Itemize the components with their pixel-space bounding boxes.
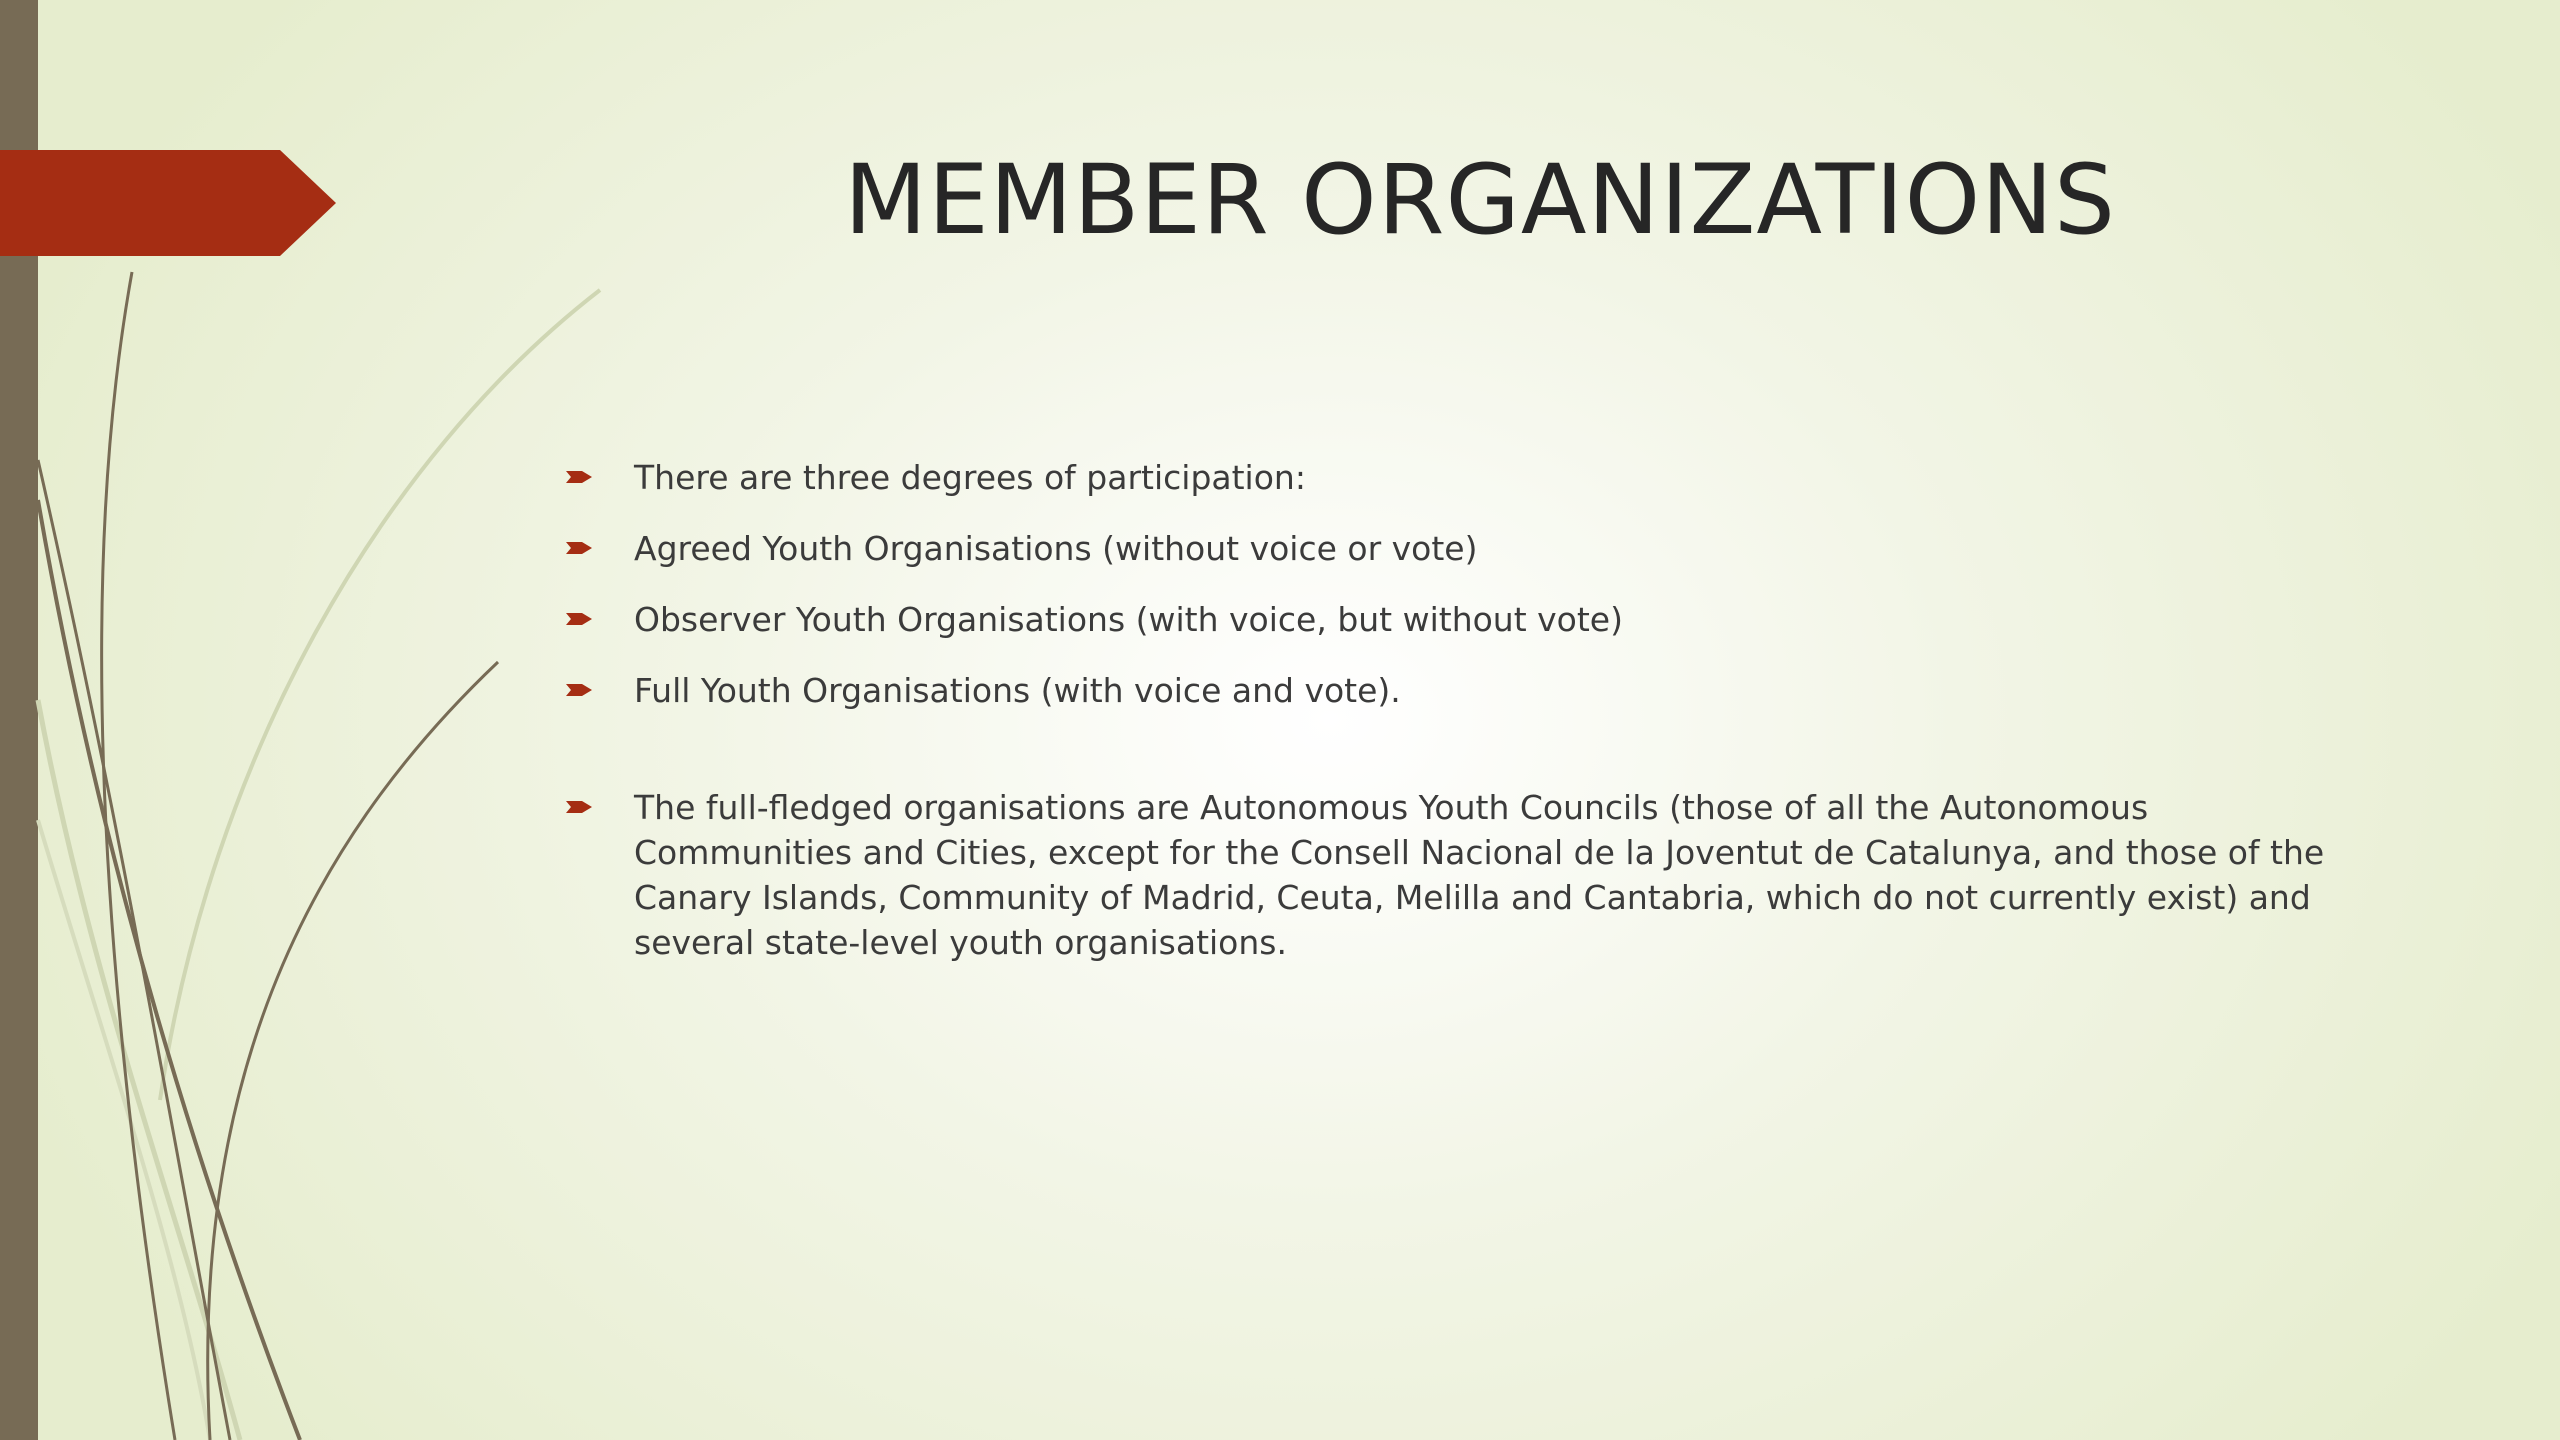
- bullet-text: Full Youth Organisations (with voice and vote).: [634, 671, 1401, 710]
- arrow-bullet-icon: [566, 799, 592, 815]
- title-accent-tab: [0, 150, 336, 256]
- arrow-bullet-icon: [566, 540, 592, 556]
- bullet-text: There are three degrees of participation:: [634, 458, 1306, 497]
- bullet-text: Observer Youth Organisations (with voice, but without vote): [634, 600, 1623, 639]
- list-item: [560, 597, 2360, 642]
- arrow-bullet-icon: [566, 682, 592, 698]
- list-item: [560, 455, 2360, 500]
- list-item: [560, 526, 2360, 571]
- bullet-text: Agreed Youth Organisations (without voice or vote): [634, 529, 1478, 568]
- bullet-text: The full-fledged organisations are Autonomous Youth Councils (those of all the Autonomous Communities and Cities, except for the Consell Nacional de la Joventut de Catalunya, and those of the Canary Islands, Community of Madrid, Ceuta, Melilla and Cantabria, which do not currently exist) and several state-level youth organisations.: [634, 788, 2325, 962]
- list-item: [560, 668, 2360, 713]
- bullet-list: [560, 455, 2360, 991]
- arrow-bullet-icon: [566, 611, 592, 627]
- list-item: [560, 785, 2360, 965]
- page-title: MEMBER ORGANIZATIONS: [844, 144, 2116, 256]
- arrow-bullet-icon: [566, 469, 592, 485]
